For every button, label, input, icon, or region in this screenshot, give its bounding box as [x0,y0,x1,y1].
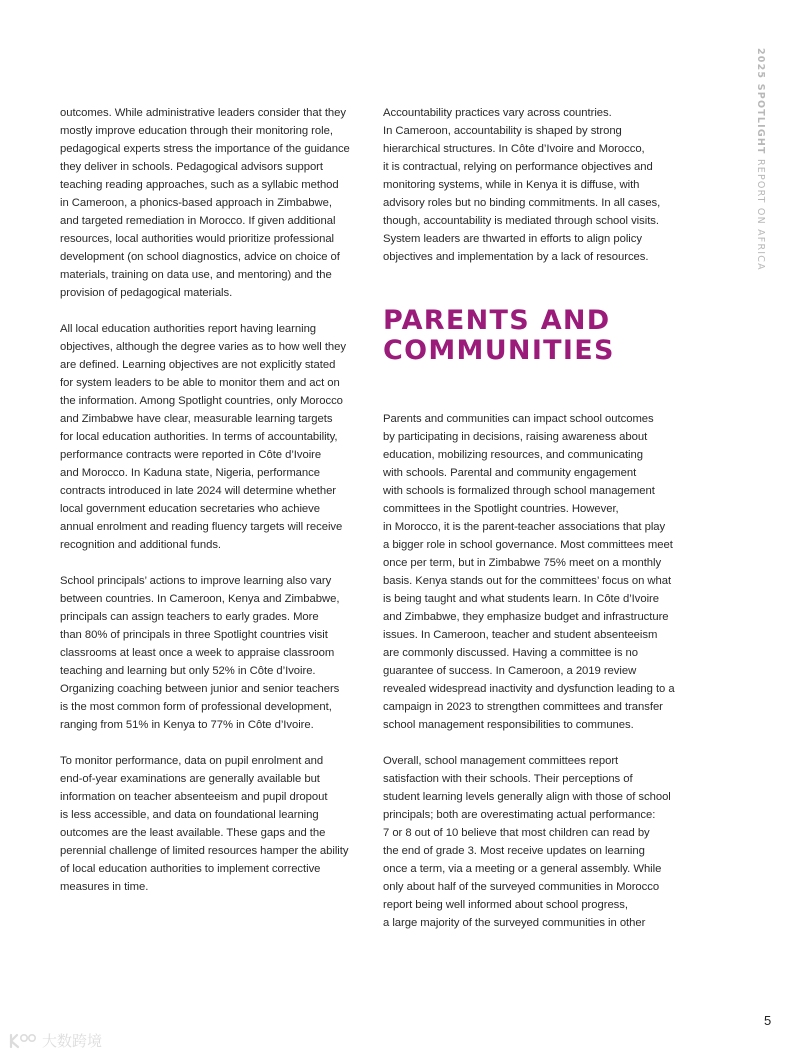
text-line: teaching and learning but only 52% in Côte d’Ivoire. [60,665,316,677]
text-line: and Zimbabwe, they emphasize budget and infrastructure [383,611,669,623]
text-line: hierarchical structures. In Côte d’Ivoire and Morocco, [383,143,645,155]
accountability-paragraph [383,104,685,266]
running-header [755,48,766,271]
text-line: objectives and implementation by a lack of resources. [383,251,649,263]
section-heading-line-2: COMMUNITIES [383,335,615,366]
text-line: they deliver in schools. Pedagogical advisors support [60,161,323,173]
text-line: for local education authorities. In terms of accountability, [60,431,338,443]
text-line: development (on school diagnostics, advice on choice of [60,251,340,263]
text-line: resources, local authorities would prioritize professional [60,233,335,245]
text-line: and targeted remediation in Morocco. If given additional [60,215,336,227]
text-line: once per term, but in Zimbabwe 75% meet on a monthly [383,557,662,569]
text-line: guarantee of success. In Cameroon, a 2019 review [383,665,637,677]
text-line: report being well informed about school progress, [383,899,628,911]
running-header-title: REPORT ON AFRICA [755,154,766,271]
text-line: All local education authorities report having learning [60,323,317,335]
text-line: information on teacher absenteeism and pupil dropout [60,791,328,803]
logo-icon [8,1032,38,1050]
body-paragraph [60,572,362,734]
running-header-series: 2025 SPOTLIGHT [755,48,766,155]
text-line: perennial challenge of limited resources hamper the ability [60,845,349,857]
text-line: the information. Among Spotlight countries, only Morocco [60,395,343,407]
text-line: of local education authorities to implement corrective [60,863,321,875]
text-line: campaign in 2023 to strengthen committees and transfer [383,701,663,713]
text-line: pedagogical experts stress the importance of the guidance [60,143,350,155]
text-line: local government education secretaries who achieve [60,503,320,515]
text-line: System leaders are thwarted in efforts to align policy [383,233,642,245]
section-heading-line-1: PARENTS AND [383,305,611,336]
text-line: principals; both are overestimating actual performance: [383,809,656,821]
text-line: committees in the Spotlight countries. However, [383,503,619,515]
left-column [60,104,362,914]
text-line: and Zimbabwe have clear, measurable learning targets [60,413,333,425]
text-line: school management responsibilities to communes. [383,719,634,731]
text-line: revealed widespread inactivity and dysfunction leading to a [383,683,675,695]
text-line: end-of-year examinations are generally available but [60,773,320,785]
text-line: materials, training on data use, and mentoring) and the [60,269,332,281]
text-line: only about half of the surveyed communities in Morocco [383,881,660,893]
body-paragraph [60,104,362,302]
text-line: a large majority of the surveyed communities in other [383,917,646,929]
text-line: with schools. Parental and community engagement [383,467,637,479]
text-line: objectives, although the degree varies as to how well they [60,341,346,353]
text-line: basis. Kenya stands out for the committees’ focus on what [383,575,672,587]
text-line: once a term, via a meeting or a general assembly. While [383,863,662,875]
text-line: than 80% of principals in three Spotlight countries visit [60,629,328,641]
text-line: School principals’ actions to improve learning also vary [60,575,332,587]
text-line: between countries. In Cameroon, Kenya and Zimbabwe, [60,593,340,605]
text-line: education, mobilizing resources, and communicating [383,449,643,461]
text-line: a bigger role in school governance. Most committees meet [383,539,673,551]
text-line: though, accountability is mediated through school visits. [383,215,659,227]
text-line: are defined. Learning objectives are not explicitly stated [60,359,336,371]
text-line: satisfaction with their schools. Their perceptions of [383,773,633,785]
text-line: the end of grade 3. Most receive updates on learning [383,845,645,857]
text-line: 7 or 8 out of 10 believe that most children can read by [383,827,650,839]
text-line: contracts introduced in late 2024 will determine whether [60,485,337,497]
text-line: measures in time. [60,881,149,893]
text-line: recognition and additional funds. [60,539,222,551]
text-line: annual enrolment and reading fluency targets will receive [60,521,343,533]
text-line: mostly improve education through their monitoring role, [60,125,333,137]
text-line: ranging from 51% in Kenya to 77% in Côte d’Ivoire. [60,719,314,731]
text-line: In Cameroon, accountability is shaped by strong [383,125,622,137]
body-paragraph [383,752,685,932]
text-line: is less accessible, and data on foundational learning [60,809,319,821]
text-line: Accountability practices vary across countries. [383,107,612,119]
text-line: To monitor performance, data on pupil enrolment and [60,755,324,767]
text-line: is the most common form of professional development, [60,701,332,713]
text-line: Parents and communities can impact school outcomes [383,413,654,425]
text-line: monitoring systems, while in Kenya it is diffuse, with [383,179,640,191]
body-paragraph [60,752,362,896]
watermark [8,1030,102,1051]
text-line: advisory roles but no binding commitments. In all cases, [383,197,661,209]
text-line: student learning levels generally align with those of school [383,791,671,803]
text-line: by participating in decisions, raising awareness about [383,431,648,443]
text-line: are commonly discussed. Having a committee is no [383,647,639,659]
text-line: outcomes are the least available. These gaps and the [60,827,326,839]
parents-section-body [383,410,685,932]
section-heading-parents-and-communities [383,306,685,366]
text-line: in Morocco, it is the parent-teacher associations that play [383,521,666,533]
watermark-text: 大数跨境 [42,1032,103,1050]
text-line: provision of pedagogical materials. [60,287,233,299]
text-line: issues. In Cameroon, teacher and student absenteeism [383,629,658,641]
text-line: in Cameroon, a phonics-based approach in Zimbabwe, [60,197,332,209]
body-paragraph [60,320,362,554]
text-line: it is contractual, relying on performance objectives and [383,161,653,173]
body-paragraph [383,410,685,734]
text-line: classrooms at least once a week to appraise classroom [60,647,335,659]
text-line: teaching reading approaches, such as a syllabic method [60,179,339,191]
text-line: and Morocco. In Kaduna state, Nigeria, performance [60,467,320,479]
text-line: outcomes. While administrative leaders consider that they [60,107,346,119]
text-line: is being taught and what students learn. In Côte d’Ivoire [383,593,659,605]
text-line: principals can assign teachers to early grades. More [60,611,319,623]
text-line: Organizing coaching between junior and senior teachers [60,683,340,695]
right-column [383,104,685,950]
page-number: 5 [764,1013,772,1028]
text-line: Overall, school management committees report [383,755,619,767]
text-line: performance contracts were reported in Côte d’Ivoire [60,449,322,461]
text-line: for system leaders to be able to monitor them and act on [60,377,340,389]
text-line: with schools is formalized through school management [383,485,655,497]
